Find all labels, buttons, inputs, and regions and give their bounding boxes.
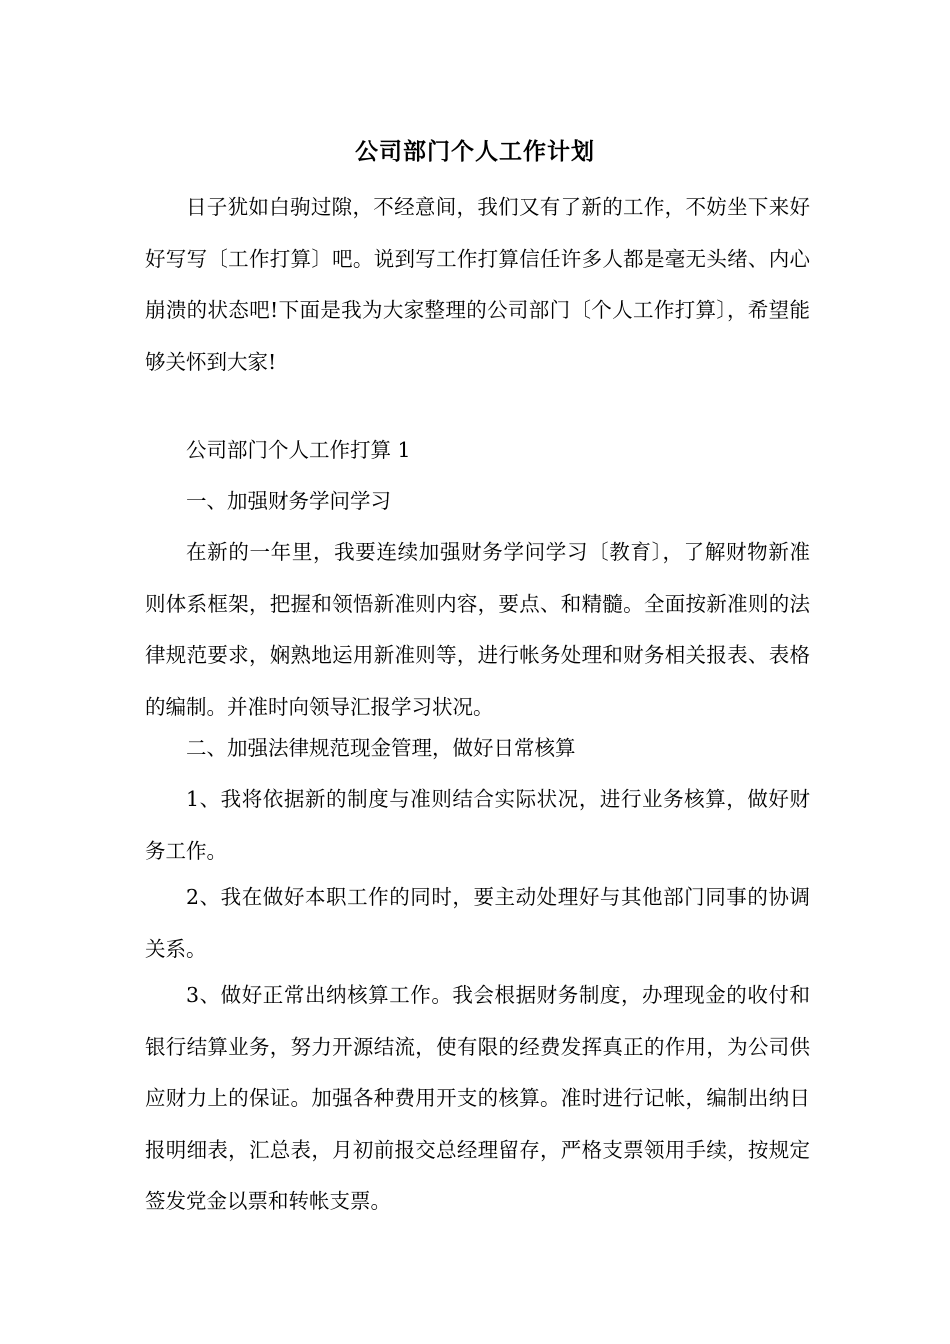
list-item-3: 3、做好正常出纳核算工作。我会根据财务制度，办理现金的收付和银行结算业务，努力开源结流，使有限的经费发挥真正的作用，为公司供应财力上的保证。加强各种费用开支的核算。准时进行记帐，编制出纳日报明细表，汇总表，月初前报交总经理留存，严格支票领用手续，按规定签发党金以票和转帐支票。 xyxy=(145,983,810,1213)
intro-paragraph: 日子犹如白驹过隙，不经意间，我们又有了新的工作，不妨坐下来好好写写〔工作打算〕吧。说到写工作打算信任许多人都是毫无头绪、内心崩溃的状态吧!下面是我为大家整理的公司部门〔个人工作打算〕，希望能够关怀到大家! xyxy=(145,195,810,374)
section-title: 公司部门个人工作打算 1 xyxy=(186,438,411,462)
document-title: 公司部门个人工作计划 xyxy=(355,138,595,165)
heading-cash-management: 二、加强法律规范现金管理，做好日常核算 xyxy=(186,736,576,760)
list-item-2: 2、我在做好本职工作的同时，要主动处理好与其他部门同事的协调关系。 xyxy=(145,885,810,961)
heading-strengthen-finance-learning: 一、加强财务学问学习 xyxy=(186,489,391,513)
paragraph-finance-learning: 在新的一年里，我要连续加强财务学问学习〔教育〕，了解财物新准则体系框架，把握和领悟新准则内容，要点、和精髓。全面按新准则的法律规范要求，娴熟地运用新准则等，进行帐务处理和财务相关报表、表格的编制。并准时向领导汇报学习状况。 xyxy=(145,540,810,719)
list-item-1: 1、我将依据新的制度与准则结合实际状况，进行业务核算，做好财务工作。 xyxy=(145,787,810,863)
